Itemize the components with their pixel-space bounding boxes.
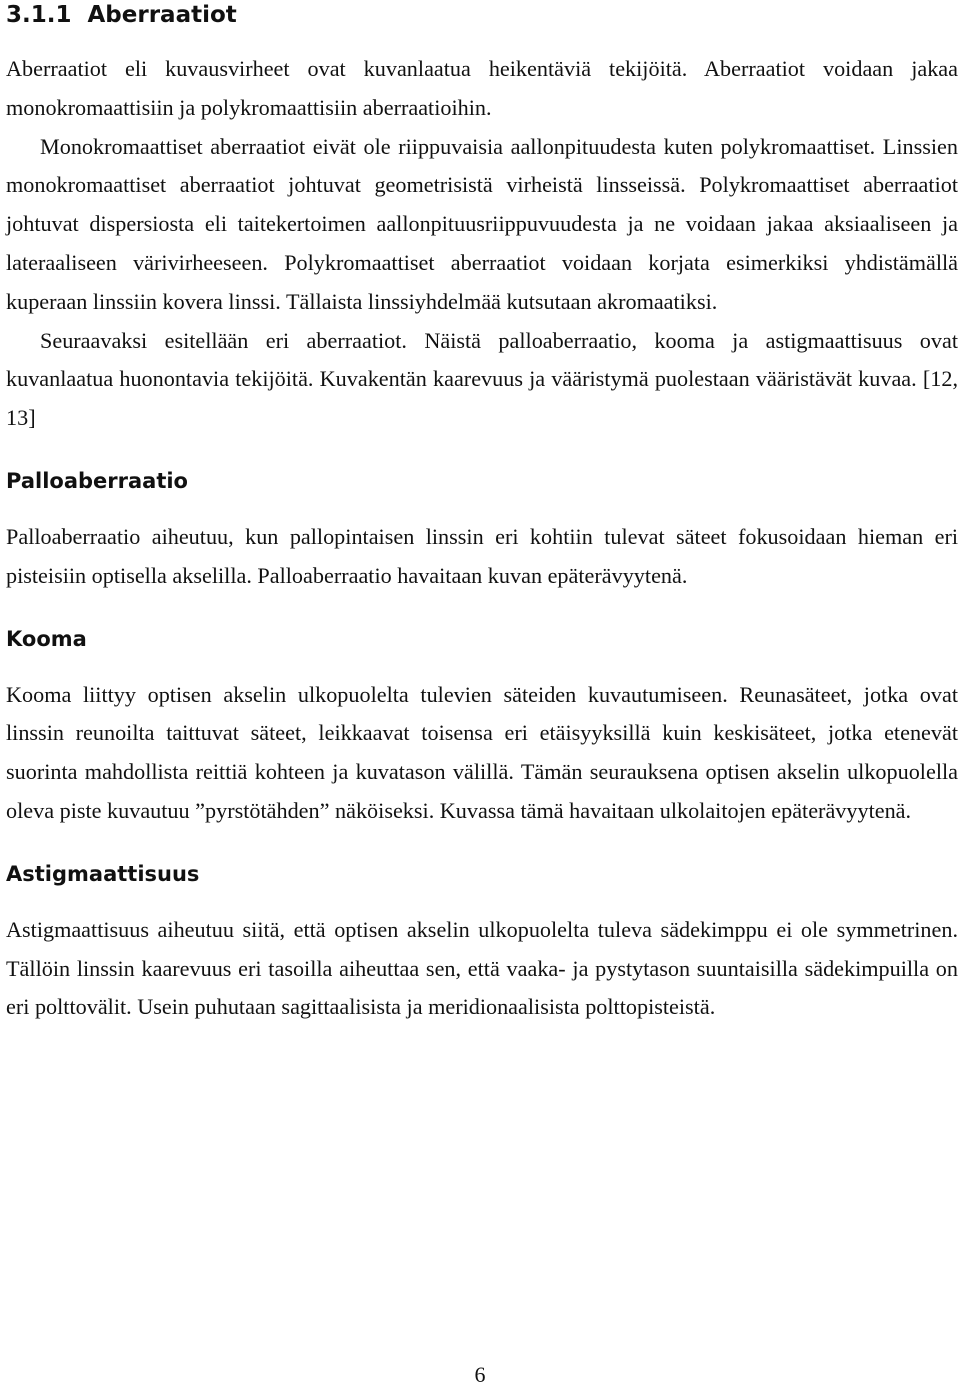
kooma-paragraph: Kooma liittyy optisen akselin ulkopuolelta tulevien säteiden kuvautumiseen. Reunasäteet, jotka ovat linssin reunoilta taittuvat säteet, leikkaavat toisensa eri etäisyyksillä kuin keskisäteet, jotka etenevät suorinta mahdollista reittiä kohteen ja kuvatason välillä. Tämän seurauksena optisen akselin ulkopuolella oleva piste kuvautuu ”pyrstötähden” näköiseksi. Kuvassa tämä havaitaan ulkolaitojen epäterävyytenä.: [6, 681, 958, 823]
document-page: [6, 0, 958, 1027]
page-number: 6: [474, 1362, 486, 1387]
astigmaattisuus-heading: Astigmaattisuus: [6, 861, 200, 886]
kooma-heading: Kooma: [6, 626, 87, 651]
section-number: 3.1.1: [6, 2, 72, 28]
intro-paragraph-2: Monokromaattiset aberraatiot eivät ole riippuvaisia aallonpituudesta kuten polykromaattiset. Linssien monokromaattiset aberraatiot johtuvat geometrisistä virheistä linsseissä. Polykromaattiset aberraatiot johtuvat dispersiosta eli taitekertoimen aallonpituusriippuvuudesta ja ne voidaan jakaa aksiaaliseen ja lateraaliseen värivirheeseen. Polykromaattiset aberraatiot voidaan korjata esimerkiksi yhdistämällä kuperaan linssiin kovera linssi. Tällaista linssiyhdelmää kutsutaan akromaatiksi.: [6, 133, 958, 314]
astigmaattisuus-paragraph: Astigmaattisuus aiheutuu siitä, että optisen akselin ulkopuolelta tuleva sädekimppu ei ole symmetrinen. Tällöin linssin kaarevuus eri tasoilla aiheuttaa sen, että vaaka- ja pystytason suuntaisilla sädekimpuilla on eri polttovälit. Usein puhutaan sagittaalisista ja meridionaalisista polttopisteistä.: [6, 916, 958, 1020]
intro-paragraph-3: Seuraavaksi esitellään eri aberraatiot. Näistä palloaberraatio, kooma ja astigmaattisuus ovat kuvanlaatua huonontavia tekijöitä. Kuvakentän kaarevuus ja vääristymä puolestaan vääristävät kuvaa. [12, 13]: [6, 327, 958, 431]
intro-paragraph-1: Aberraatiot eli kuvausvirheet ovat kuvanlaatua heikentäviä tekijöitä. Aberraatiot voidaan jakaa monokromaattisiin ja polykromaattisiin aberraatioihin.: [6, 56, 958, 120]
palloaberraatio-paragraph: Palloaberraatio aiheutuu, kun pallopintaisen linssin eri kohtiin tulevat säteet fokusoidaan hieman eri pisteisiin optisella akselilla. Palloaberraatio havaitaan kuvan epäterävyytenä.: [6, 523, 958, 588]
palloaberraatio-heading: Palloaberraatio: [6, 468, 188, 493]
section-heading: [6, 0, 958, 30]
section-title: Aberraatiot: [87, 2, 237, 28]
